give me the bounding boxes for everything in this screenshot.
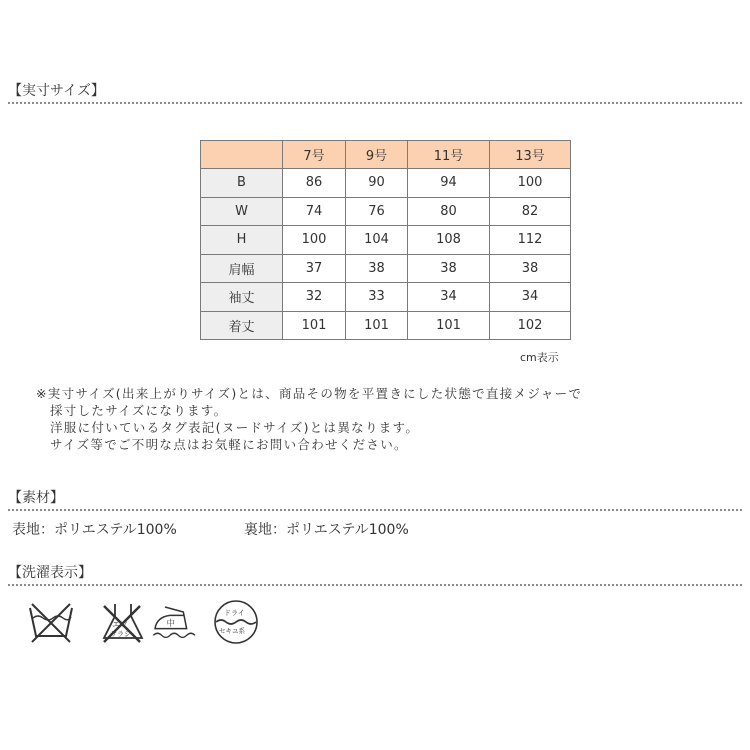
table-cell: 76 bbox=[346, 197, 408, 226]
size-section-title: 【実寸サイズ】 bbox=[8, 83, 105, 99]
row-label: 肩幅 bbox=[201, 254, 283, 283]
row-label: 袖丈 bbox=[201, 283, 283, 312]
wash-section-title: 【洗濯表示】 bbox=[8, 565, 92, 581]
no-wash-icon bbox=[26, 598, 76, 646]
table-cell: 80 bbox=[408, 197, 490, 226]
table-cell: 104 bbox=[346, 226, 408, 255]
table-cell: 33 bbox=[346, 283, 408, 312]
table-cell: 101 bbox=[283, 311, 346, 340]
table-cell: 82 bbox=[490, 197, 571, 226]
row-label: B bbox=[201, 169, 283, 198]
table-row bbox=[201, 169, 571, 198]
table-cell: 100 bbox=[490, 169, 571, 198]
table-cell: 108 bbox=[408, 226, 490, 255]
table-row bbox=[201, 197, 571, 226]
table-row bbox=[201, 311, 571, 340]
table-cell: 102 bbox=[490, 311, 571, 340]
lining-fabric: 裏地：ポリエステル100% bbox=[244, 522, 409, 538]
table-cell: 86 bbox=[283, 169, 346, 198]
table-cell: 101 bbox=[408, 311, 490, 340]
note-line: サイズ等でご不明な点はお気軽にお問い合わせください。 bbox=[50, 437, 408, 452]
table-cell: 90 bbox=[346, 169, 408, 198]
table-cell: 38 bbox=[408, 254, 490, 283]
table-cell: 38 bbox=[490, 254, 571, 283]
table-header-cell bbox=[201, 141, 283, 169]
table-header-row bbox=[201, 141, 571, 169]
table-cell: 38 bbox=[346, 254, 408, 283]
table-cell: 37 bbox=[283, 254, 346, 283]
note-line: 洋服に付いているタグ表記(ヌードサイズ)とは異なります。 bbox=[50, 420, 420, 435]
table-cell: 101 bbox=[346, 311, 408, 340]
table-cell: 112 bbox=[490, 226, 571, 255]
table-header-cell: 11号 bbox=[408, 141, 490, 169]
svg-text:セキユ系: セキユ系 bbox=[219, 627, 245, 635]
table-cell: 74 bbox=[283, 197, 346, 226]
note-line: ※実寸サイズ(出来上がりサイズ)とは、商品その物を平置きにした状態で直接メジャーで bbox=[36, 386, 583, 401]
table-header-cell: 7号 bbox=[283, 141, 346, 169]
no-chlorine-bleach-icon bbox=[98, 598, 148, 646]
svg-text:ドライ: ドライ bbox=[224, 609, 245, 617]
size-table bbox=[200, 140, 571, 340]
table-row bbox=[201, 254, 571, 283]
table-cell: 94 bbox=[408, 169, 490, 198]
table-row bbox=[201, 283, 571, 312]
outer-fabric: 表地：ポリエステル100% bbox=[12, 522, 177, 538]
unit-note: cm表示 bbox=[520, 351, 559, 364]
table-header-cell: 9号 bbox=[346, 141, 408, 169]
table-cell: 32 bbox=[283, 283, 346, 312]
dotted-divider bbox=[8, 102, 742, 104]
dotted-divider bbox=[8, 584, 742, 586]
dry-clean-petroleum-icon bbox=[212, 598, 262, 646]
table-cell: 34 bbox=[408, 283, 490, 312]
svg-text:中: 中 bbox=[166, 618, 176, 629]
svg-text:エソ: エソ bbox=[112, 620, 128, 629]
note-line: 採寸したサイズになります。 bbox=[50, 403, 228, 418]
size-notes bbox=[36, 385, 582, 453]
row-label: H bbox=[201, 226, 283, 255]
table-cell: 100 bbox=[283, 226, 346, 255]
row-label: 着丈 bbox=[201, 311, 283, 340]
table-row bbox=[201, 226, 571, 255]
table-cell: 34 bbox=[490, 283, 571, 312]
row-label: W bbox=[201, 197, 283, 226]
table-header-cell: 13号 bbox=[490, 141, 571, 169]
iron-medium-icon bbox=[150, 598, 200, 646]
dotted-divider bbox=[8, 509, 742, 511]
svg-text:サラシ: サラシ bbox=[110, 630, 131, 638]
material-section-title: 【素材】 bbox=[8, 490, 64, 506]
